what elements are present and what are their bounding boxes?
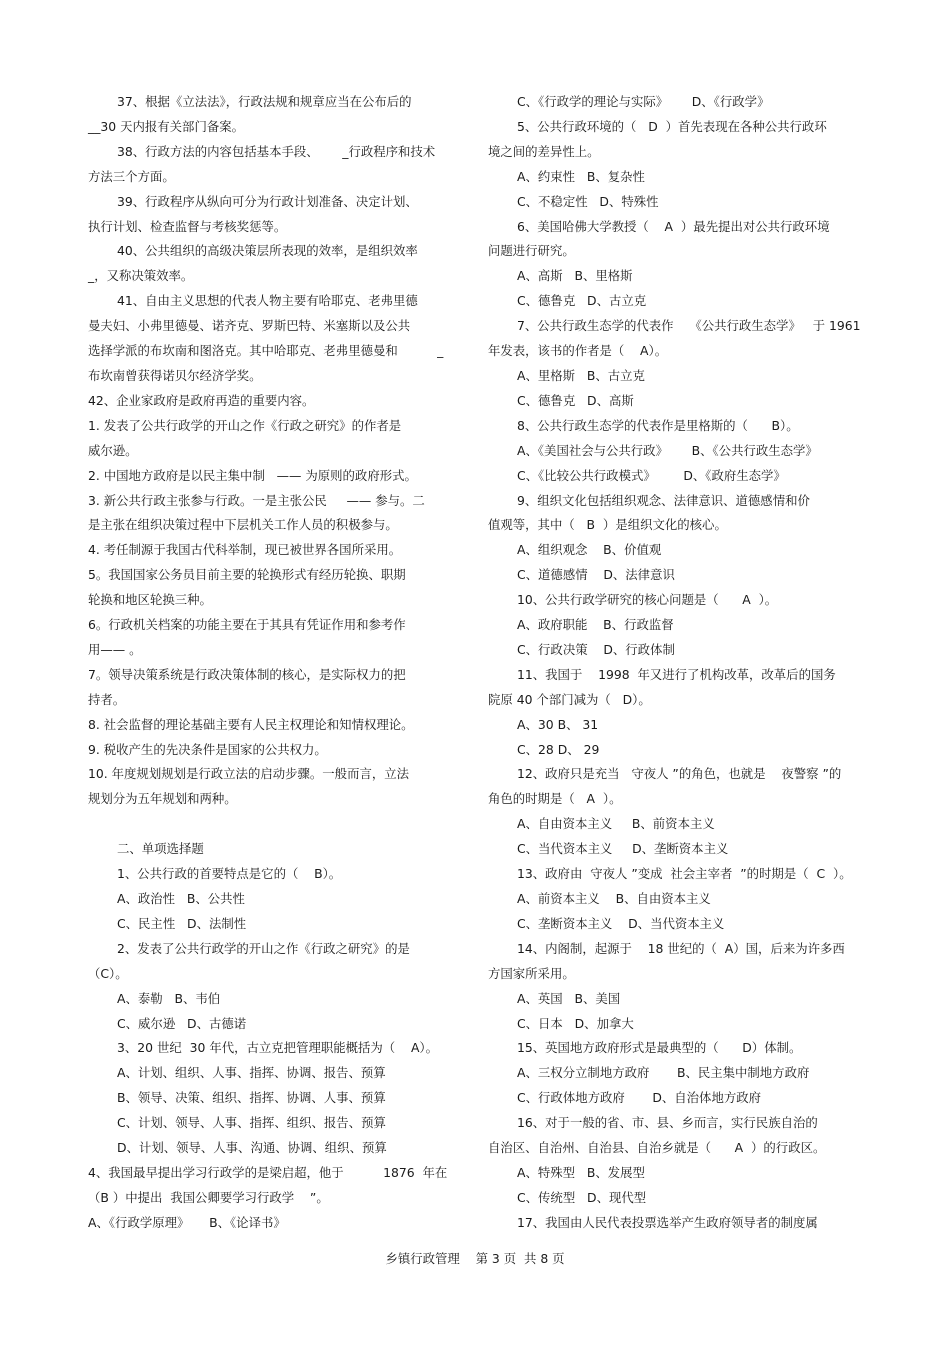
text-line: C、民主性 D、法制性 — [117, 915, 247, 931]
text-line — [88, 812, 464, 837]
text-line: A、约束性 B、复杂性 — [517, 168, 645, 184]
text-line: C、德鲁克 D、古立克 — [517, 293, 647, 309]
text-line: 38、行政方法的内容包括基本手段、 _行政程序和技术 — [117, 143, 436, 159]
text-line: 4. 考任制源于我国古代科举制，现已被世界各国所采用。 — [88, 542, 402, 558]
text-line: C、日本 D、加拿大 — [517, 1015, 634, 1031]
text-line: 6。行政机关档案的功能主要在于其具有凭证作用和参考作 — [88, 617, 406, 633]
text-line: A、30 B、 31 — [517, 716, 599, 732]
text-line: 2、发表了公共行政学的开山之作《行政之研究》的是 — [117, 940, 410, 956]
text-line: C、行政决策 D、行政体制 — [517, 641, 675, 657]
text-line: 4、我国最早提出学习行政学的是梁启超，他于 1876 年在 — [88, 1164, 448, 1180]
right-text-column — [488, 90, 864, 1236]
text-line: 执行计划、检查监督与考核奖惩等。 — [88, 218, 287, 234]
text-line: A、英国 B、美国 — [517, 990, 621, 1006]
text-line: 6、美国哈佛大学教授（ A ）最先提出对公共行政环境 — [517, 218, 830, 234]
left-text-column — [88, 90, 464, 1236]
text-line: __30 天内报有关部门备案。 — [88, 118, 245, 134]
text-line: C、垄断资本主义 D、当代资本主义 — [517, 915, 725, 931]
text-line: 10、公共行政学研究的核心问题是（ A ）。 — [517, 592, 778, 608]
text-line: A、里格斯 B、古立克 — [517, 367, 645, 383]
text-line: 是主张在组织决策过程中下层机关工作人员的积极参与。 — [88, 517, 398, 533]
text-line: 12、政府只是充当 守夜人 ”的角色，也就是 夜警察 ”的 — [517, 766, 842, 782]
text-line: 5、公共行政环境的（ D ）首先表现在各种公共行政环 — [517, 118, 827, 134]
text-line: 方国家所采用。 — [488, 965, 575, 981]
text-line: 方法三个方面。 — [88, 168, 175, 184]
text-line: C、道德感情 D、法律意识 — [517, 567, 675, 583]
text-line: A、计划、组织、人事、指挥、协调、报告、预算 — [117, 1065, 386, 1081]
text-line: C、威尔逊 D、古德诺 — [117, 1015, 247, 1031]
text-line: A、组织观念 B、价值观 — [517, 542, 662, 558]
text-line: C、当代资本主义 D、垄断资本主义 — [517, 841, 729, 857]
text-line: 1、公共行政的首要特点是它的（ B）。 — [117, 866, 342, 882]
text-line: 3、20 世纪 30 年代，古立克把管理职能概括为（ A）。 — [117, 1040, 439, 1056]
text-line: A、前资本主义 B、自由资本主义 — [517, 891, 711, 906]
text-line: A、特殊型 B、发展型 — [517, 1164, 645, 1180]
text-line: C、传统型 D、现代型 — [517, 1189, 647, 1205]
text-line: _，又称决策效率。 — [88, 268, 194, 284]
text-line: C、不稳定性 D、特殊性 — [517, 193, 659, 209]
text-line: D、计划、领导、人事、沟通、协调、组织、预算 — [117, 1140, 387, 1156]
text-line: C、行政体地方政府 D、自治体地方政府 — [517, 1090, 762, 1106]
text-line: B、领导、决策、组织、指挥、协调、人事、预算 — [117, 1090, 386, 1106]
text-line: 39、行政程序从纵向可分为行政计划准备、决定计划、 — [117, 193, 418, 209]
text-line: 选择学派的布坎南和图洛克。其中哈耶克、老弗里德曼和 _ — [88, 343, 444, 359]
text-line: A、高斯 B、里格斯 — [517, 268, 633, 284]
text-line: 16、对于一般的省、市、县、乡而言，实行民族自治的 — [517, 1115, 818, 1131]
text-line: 5。我国国家公务员目前主要的轮换形式有经历轮换、职期 — [88, 567, 406, 583]
text-line: 11、我国于 1998 年又进行了机构改革，改革后的国务 — [517, 666, 836, 682]
text-line: A、《美国社会与公共行政》 B、《公共行政生态学》 — [517, 442, 818, 458]
text-line: 年发表，该书的作者是（ A）。 — [488, 343, 668, 359]
text-line: 轮换和地区轮换三种。 — [88, 592, 212, 608]
text-line: 37、根据《立法法》，行政法规和规章应当在公布后的 — [117, 94, 412, 109]
text-line: 威尔逊。 — [88, 442, 138, 458]
text-line: 自治区、自治州、自治县、自治乡就是（ A ）的行政区。 — [488, 1140, 826, 1156]
text-line: C、德鲁克 D、高斯 — [517, 392, 634, 408]
text-line: 曼夫妇、小弗里德曼、诺齐克、罗斯巴特、米塞斯以及公共 — [88, 318, 411, 334]
text-line: 17、我国由人民代表投票选举产生政府领导者的制度属 — [517, 1214, 818, 1230]
text-line: 41、自由主义思想的代表人物主要有哈耶克、老弗里德 — [117, 293, 418, 309]
text-line: A、《行政学原理》 B、《论译书》 — [88, 1214, 286, 1230]
text-line: 7。领导决策系统是行政决策体制的核心，是实际权力的把 — [88, 666, 406, 682]
text-line: 用—— 。 — [88, 641, 142, 657]
text-line: 二、单项选择题 — [117, 841, 204, 857]
text-line: C、计划、领导、人事、指挥、组织、报告、预算 — [117, 1115, 386, 1131]
text-line: 3. 新公共行政主张参与行政。一是主张公民 —— 参与。二 — [88, 492, 425, 508]
text-line: 规划分为五年规划和两种。 — [88, 791, 237, 807]
text-line: 8、公共行政生态学的代表作是里格斯的（ B）。 — [517, 417, 799, 433]
text-line: 角色的时期是（ A ）。 — [488, 791, 622, 807]
text-line: 40、公共组织的高级决策层所表现的效率，是组织效率 — [117, 243, 418, 259]
text-line: 布坎南曾获得诺贝尔经济学奖。 — [88, 367, 262, 383]
text-line: A、政治性 B、公共性 — [117, 890, 245, 906]
text-line: C、《比较公共行政模式》 D、《政府生态学》 — [517, 467, 786, 483]
text-line: 7、公共行政生态学的代表作 《公共行政生态学》 于 1961 — [517, 318, 861, 334]
text-line: 院原 40 个部门减为（ D）。 — [488, 691, 651, 707]
text-line: 持者。 — [88, 691, 126, 707]
text-line: 2. 中国地方政府是以民主集中制 —— 为原则的政府形式。 — [88, 467, 417, 483]
text-line: A、政府职能 B、行政监督 — [517, 617, 674, 633]
text-line: 1. 发表了公共行政学的开山之作《行政之研究》的作者是 — [88, 417, 402, 433]
text-line: （B ）中提出 我国公卿要学习行政学 ”。 — [88, 1189, 329, 1205]
text-line: C、《行政学的理论与实际》 D、《行政学》 — [517, 94, 770, 109]
text-line: 10. 年度规划规划是行政立法的启动步骤。一般而言，立法 — [88, 766, 410, 782]
text-line: C、28 D、 29 — [517, 741, 600, 757]
text-line: （C）。 — [88, 965, 128, 981]
page-footer: 乡镇行政管理 第 3 页 共 8 页 — [385, 1251, 565, 1266]
text-line: A、泰勒 B、韦伯 — [117, 990, 221, 1006]
text-line: 问题进行研究。 — [488, 243, 575, 259]
text-line: 15、英国地方政府形式是最典型的（ D）体制。 — [517, 1040, 802, 1056]
text-line: 14、内阁制，起源于 18 世纪的（ A）国，后来为许多西 — [517, 940, 845, 956]
text-line: 9、组织文化包括组织观念、法律意识、道德感情和价 — [517, 492, 810, 508]
text-line: 8. 社会监督的理论基础主要有人民主权理论和知情权理论。 — [88, 716, 414, 732]
text-line: A、三权分立制地方政府 B、民主集中制地方政府 — [517, 1065, 810, 1081]
text-line: 9. 税收产生的先决条件是国家的公共权力。 — [88, 741, 327, 757]
text-line: 42、企业家政府是政府再造的重要内容。 — [88, 392, 315, 408]
text-line: A、自由资本主义 B、前资本主义 — [517, 816, 715, 832]
text-line: 境之间的差异性上。 — [488, 143, 600, 159]
text-line: 13、政府由 守夜人 ”变成 社会主宰者 ”的时期是（ C ）。 — [517, 866, 852, 882]
text-line: 值观等，其中（ B ）是组织文化的核心。 — [488, 517, 727, 533]
